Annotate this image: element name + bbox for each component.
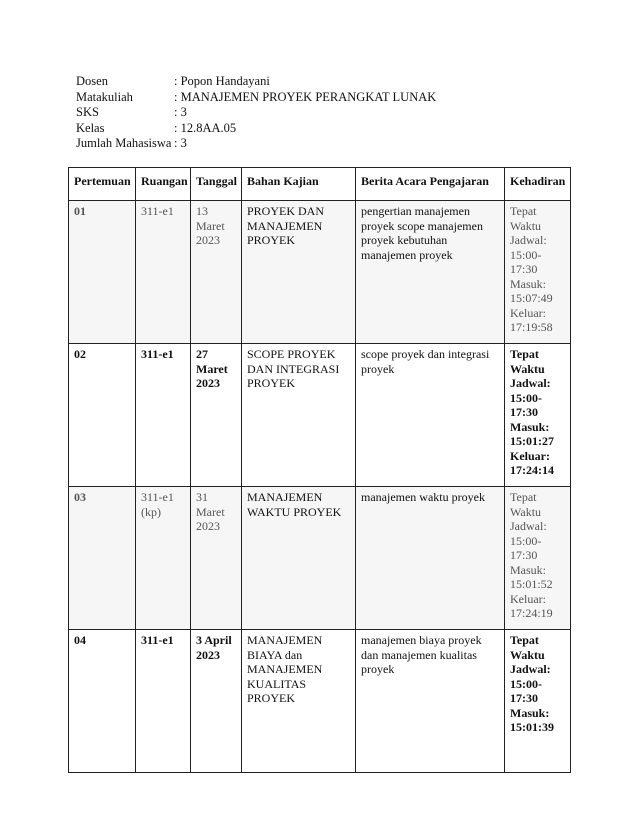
kehadiran-line: Keluar: bbox=[510, 448, 550, 463]
kehadiran-line: Tepat bbox=[510, 490, 537, 504]
cell-tanggal: 3 April 2023 bbox=[191, 630, 242, 773]
kehadiran-line: Masuk: bbox=[510, 705, 550, 720]
header-tanggal: Tanggal bbox=[191, 168, 242, 201]
cell-ruangan: 311-e1 (kp) bbox=[136, 487, 191, 630]
cell-bahan-kajian: MANAJEMEN WAKTU PROYEK bbox=[242, 487, 356, 630]
sks-value: : 3 bbox=[174, 105, 187, 119]
dosen-value: : Popon Handayani bbox=[174, 74, 270, 88]
cell-kehadiran bbox=[505, 201, 571, 344]
kehadiran-line: 15:01:52 bbox=[510, 577, 553, 591]
kehadiran-line: Tepat bbox=[510, 347, 539, 361]
kehadiran-line: 15:00- bbox=[510, 247, 542, 262]
kehadiran-line: 17:30 bbox=[510, 262, 538, 276]
cell-bahan-kajian: MANAJEMEN BIAYA dan MANAJEMEN KUALITAS PROYEK bbox=[242, 630, 356, 773]
cell-bahan-kajian: SCOPE PROYEK DAN INTEGRASI PROYEK bbox=[242, 344, 356, 487]
cell-berita-acara: manajemen waktu proyek bbox=[356, 487, 505, 630]
kehadiran-line: 15:00- bbox=[510, 390, 542, 405]
sks-label: SKS bbox=[76, 105, 99, 119]
kehadiran-line: Tepat bbox=[510, 204, 537, 218]
kehadiran-line: Jadwal: bbox=[510, 233, 547, 247]
header-kehadiran: Kehadiran bbox=[505, 168, 571, 201]
info-matakuliah bbox=[76, 90, 436, 106]
cell-ruangan: 311-e1 bbox=[136, 201, 191, 344]
cell-kehadiran bbox=[505, 630, 571, 773]
kehadiran-line: Keluar: bbox=[510, 591, 546, 606]
kehadiran-line: 15:07:49 bbox=[510, 291, 553, 305]
cell-pertemuan: 04 bbox=[69, 630, 136, 773]
header-berita-acara: Berita Acara Pengajaran bbox=[356, 168, 505, 201]
kehadiran-line: Jadwal: bbox=[510, 519, 547, 533]
kehadiran-line: Tepat bbox=[510, 633, 539, 647]
course-info bbox=[76, 74, 436, 152]
kehadiran-line: Waktu bbox=[510, 218, 542, 233]
kehadiran-line: Keluar: bbox=[510, 305, 546, 320]
jumlah-value: : 3 bbox=[174, 136, 187, 150]
kehadiran-line: 17:30 bbox=[510, 548, 538, 562]
cell-berita-acara: pengertian manajemen proyek scope manajemen proyek kebutuhan manajemen proyek bbox=[356, 201, 505, 344]
cell-bahan-kajian: PROYEK DAN MANAJEMEN PROYEK bbox=[242, 201, 356, 344]
matakuliah-value: : MANAJEMEN PROYEK PERANGKAT LUNAK bbox=[174, 89, 437, 104]
info-sks bbox=[76, 105, 436, 121]
cell-berita-acara: scope proyek dan integrasi proyek bbox=[356, 344, 505, 487]
cell-pertemuan: 02 bbox=[69, 344, 136, 487]
attendance-table bbox=[68, 167, 571, 773]
table-row bbox=[69, 201, 571, 344]
table-row bbox=[69, 344, 571, 487]
cell-pertemuan: 03 bbox=[69, 487, 136, 630]
jumlah-label: Jumlah Mahasiswa bbox=[76, 136, 172, 150]
info-jumlah-mahasiswa bbox=[76, 136, 436, 152]
kehadiran-line: Waktu bbox=[510, 647, 545, 662]
kehadiran-line: 17:24:14 bbox=[510, 463, 554, 477]
kehadiran-line: 17:30 bbox=[510, 691, 538, 705]
cell-ruangan: 311-e1 bbox=[136, 344, 191, 487]
cell-tanggal: 27 Maret 2023 bbox=[191, 344, 242, 487]
header-ruangan: Ruangan bbox=[136, 168, 191, 201]
kehadiran-line: Jadwal: bbox=[510, 662, 551, 676]
cell-kehadiran bbox=[505, 344, 571, 487]
kehadiran-line: 15:00- bbox=[510, 533, 542, 548]
table-row bbox=[69, 487, 571, 630]
kehadiran-line: Waktu bbox=[510, 361, 545, 376]
kehadiran-line: 15:00- bbox=[510, 676, 542, 691]
kehadiran-line: 17:19:58 bbox=[510, 320, 553, 334]
matakuliah-label: Matakuliah bbox=[76, 89, 133, 104]
kehadiran-line: 15:01:27 bbox=[510, 434, 554, 448]
kehadiran-line: Masuk: bbox=[510, 419, 550, 434]
header-pertemuan: Pertemuan bbox=[69, 168, 136, 201]
kehadiran-line: 17:30 bbox=[510, 405, 538, 419]
header-bahan-kajian: Bahan Kajian bbox=[242, 168, 356, 201]
table-header-row bbox=[69, 168, 571, 201]
kehadiran-line: 17:24:19 bbox=[510, 606, 553, 620]
cell-tanggal: 31 Maret 2023 bbox=[191, 487, 242, 630]
kelas-value: : 12.8AA.05 bbox=[174, 120, 237, 135]
table-row bbox=[69, 630, 571, 773]
cell-tanggal: 13 Maret 2023 bbox=[191, 201, 242, 344]
kelas-label: Kelas bbox=[76, 120, 105, 135]
kehadiran-line: Masuk: bbox=[510, 276, 546, 291]
cell-berita-acara: manajemen biaya proyek dan manajemen kualitas proyek bbox=[356, 630, 505, 773]
dosen-label: Dosen bbox=[76, 74, 108, 88]
info-dosen bbox=[76, 74, 436, 90]
cell-ruangan: 311-e1 bbox=[136, 630, 191, 773]
kehadiran-line: Masuk: bbox=[510, 562, 546, 577]
kehadiran-line: Jadwal: bbox=[510, 376, 551, 390]
info-kelas bbox=[76, 121, 436, 137]
kehadiran-line: 15:01:39 bbox=[510, 720, 554, 734]
kehadiran-line: Waktu bbox=[510, 504, 542, 519]
cell-pertemuan: 01 bbox=[69, 201, 136, 344]
cell-kehadiran bbox=[505, 487, 571, 630]
